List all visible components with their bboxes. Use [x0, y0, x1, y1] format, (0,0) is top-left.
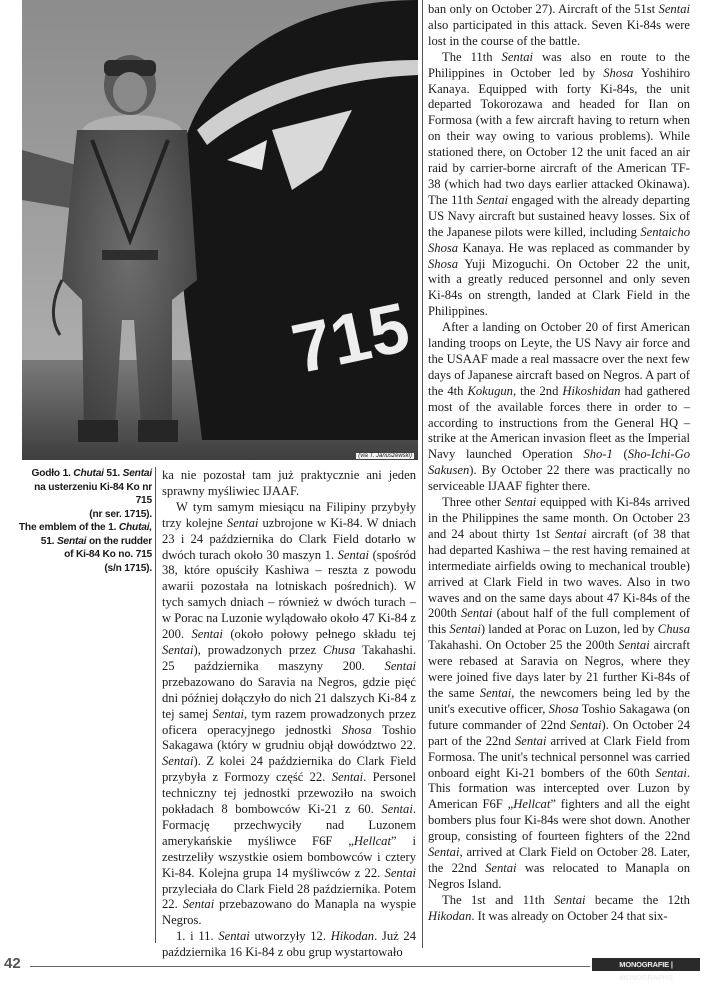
- footer-rule: [30, 966, 590, 967]
- paragraph: The 11th Sentai was also en route to the Philippines in October led by Shosa Yoshihiro Kanaya. Equipped with forty Ki-84s, the unit departed Tokorozawa and headed for Ilan on Formosa (with a few aircraft having to return when on their way owing to various problems). While stationed there, on October 12 the unit faced an air raid by carrier-borne aircraft of the American TF-38 (which had two days earlier attacked Okinawa). The 11th Sentai engaged with the already departing US Navy aircraft but sustained heavy losses. Six of the Japanese pilots were killed, including Sentaicho Shosa Kanaya. He was replaced as commander by Shosa Yuji Mizoguchi. On October 22 the unit, with a greatly reduced personnel and only seven Ki-84s on strength, landed at Clark Field in the Philippines.: [428, 49, 690, 319]
- paragraph: After a landing on October 20 of first American landing troops on Leyte, the US Navy air force and the USAAF made a real massacre over the next few days of Japanese aircraft based on Negros. A part of the 4th Kokugun, the 2nd Hikoshidan had gathered most of the available forces there in order to – according to instructions from the General HQ – strike at the American invasion fleet as the Imperial Navy launched Operation Sho-1 (Sho-Ichi-Go Sakusen). By October 22 there was practically no serviceable IJAAF fighter there.: [428, 320, 690, 494]
- paragraph: ka nie pozostał tam już praktycznie ani jeden sprawny myśliwiec IJAAF.: [162, 468, 416, 498]
- english-text-column: [428, 2, 690, 925]
- paragraph: The 1st and 11th Sentai became the 12th Hikodan. It was already on October 24 that six-: [428, 892, 690, 923]
- tail-number: 715: [285, 287, 416, 389]
- column-divider-right: [422, 0, 423, 948]
- page-footer: [0, 955, 705, 982]
- paragraph: 1. i 11. Sentai utworzyły 12. Hikodan. Już 24 października 16 Ki-84 z obu grup wystartowało: [162, 929, 416, 960]
- column-divider-left: [155, 467, 156, 943]
- photo-credit: (via T. Januszewski): [358, 453, 412, 459]
- polish-text-column: [162, 468, 416, 961]
- page-number: 42: [4, 955, 21, 972]
- paragraph: Three other Sentai equipped with Ki-84s arrived in the Philippines the same month. On October 23 and 24 about thirty 1st Sentai aircraft (of 38 that had departed Kashiwa – the rest having remained at intermediate airfields owing to mechanical trouble) arrived at Clark Field in two waves. Also in two waves and on the same days about 47 Ki-84s of the 200th Sentai (about half of the full complement of this Sentai) landed at Porac on Luzon, led by Chusa Takahashi. On October 25 the 200th Sentai aircraft were rebased at Saravia on Negros, where they were joined five days later by 21 further Ki-84s of the same Sentai, the newcomers being led by the unit's executive officer, Shosa Toshio Sakagawa (on future commander of 22nd Sentai). On October 24 part of the 22nd Sentai arrived at Clark Field from Formosa. The unit's technical personnel was carried onboard eight Ki-21 bombers of the 60th Sentai. This formation was intercepted over Luzon by American F6F „Hellcat” fighters and all the eight bombers plus four Ki-84s were shot down. Another group, consisting of fourteen fighters of the 22nd Sentai, arrived at Clark Field on October 28. Later, the 22nd Sentai was relocated to Manapla on Negros Island.: [428, 495, 691, 891]
- paragraph: ban only on October 27). Aircraft of the 51st Sentai also participated in this attack. Seven Ki-84s were lost in the course of the battle.: [428, 2, 690, 48]
- caption-english: The emblem of the 1. Chutai, 51. Sentai on the rudder of Ki-84 Ko no. 715 (s/n 1715).: [18, 522, 152, 574]
- photo-illustration: [22, 0, 418, 460]
- paragraph: W tym samym miesiącu na Filipiny przybyły trzy kolejne Sentai uzbrojone w Ki-84. W dniach 23 i 24 października do Clark Field dotarło w dwóch turach około 30 maszyn 1. Sentai (spośród 38, które opuściły Kashiwa – reszta z powodu awarii pozostała na lotniskach pośrednich). W tych samych dniach – również w dwóch turach – w Porac na Luzonie wylądowało około 47 Ki-84 z 200. Sentai (około połowy pełnego składu tej Sentai), prowadzonych przez Chusa Takahashi. 25 października maszyny 200. Sentai przebazowano do Saravia na Negros, gdzie pięć dni później dołączyło do nich 21 dalszych Ki-84 z tej samej Sentai, tym razem prowadzonych przez oficera operacyjnego jednostki Shosa Toshio Sakagawa (który w grudniu objął dowództwo 22. Sentai). Z kolei 24 października do Clark Field przybyła z Formozy część 22. Sentai. Personel techniczny tej jednostki przewoziło na swoich pokładach 8 bombowców Ki-21 z 60. Sentai. Formację przechwyciły nad Luzonem amerykańskie myśliwce F6F „Hellcat” i zestrzeliły wszystkie osiem bombowców i cztery Ki-84. Kolejna grupa 14 myśliwców z 22. Sentai przyleciała do Clark Field 28 października. Potem 22. Sentai przebazowano do Manapla na wyspie Negros.: [162, 499, 417, 928]
- publisher-logo: MONOGRAFIE | MONOGRAPHS: [592, 958, 700, 971]
- pilot-photo: [22, 0, 418, 460]
- caption-polish: Godło 1. Chutai 51. Sentai na usterzeniu Ki-84 Ko nr 715 (nr ser. 1715).: [31, 468, 152, 520]
